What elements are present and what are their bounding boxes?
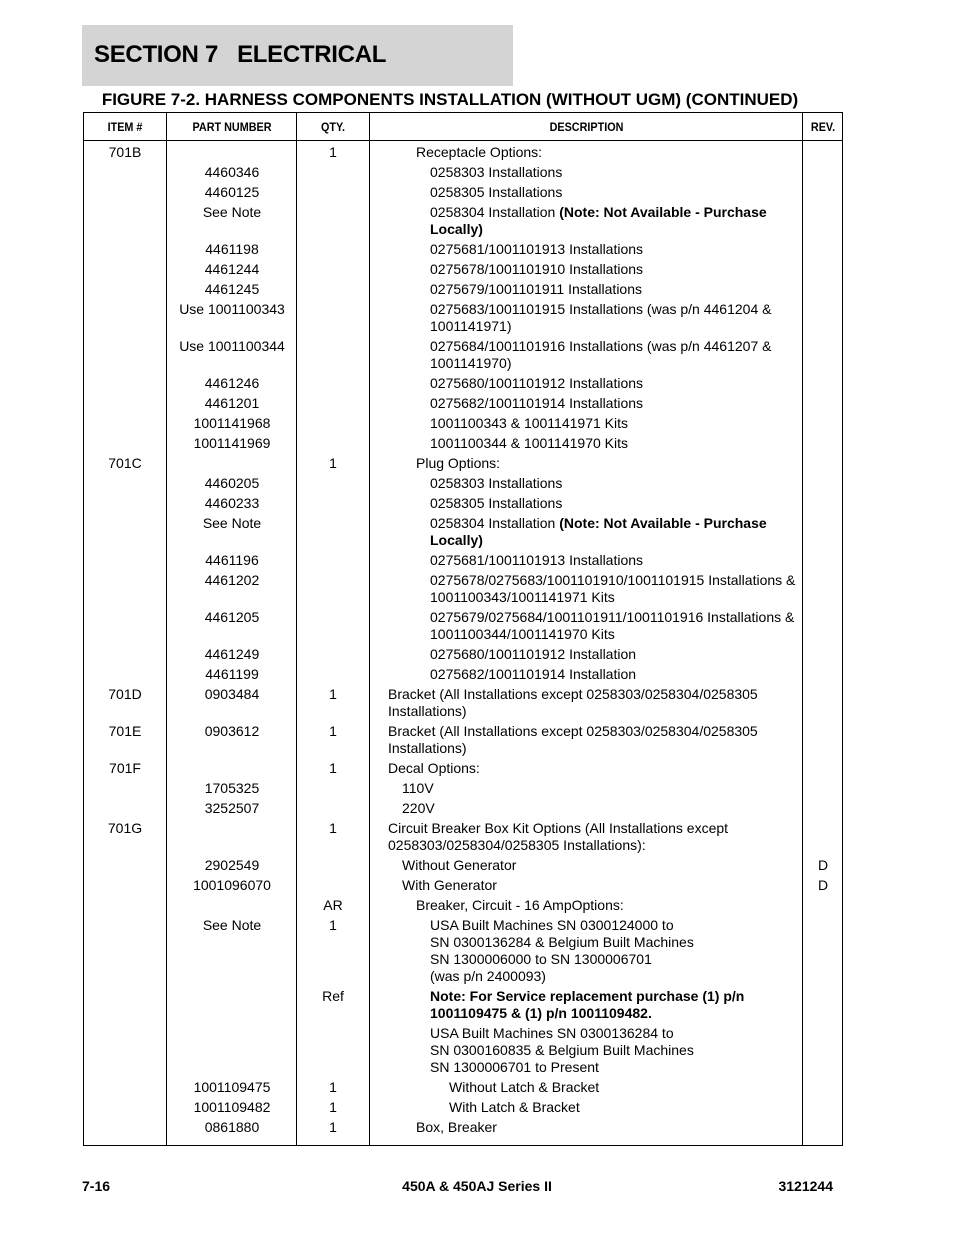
qty-cell: 1: [329, 454, 337, 471]
table-row: [84, 607, 842, 644]
header-item: ITEM #: [107, 120, 143, 134]
table-row: [84, 336, 842, 373]
description-cell: [370, 164, 803, 181]
rev-cell: D: [817, 876, 829, 893]
description-cell: [370, 820, 803, 854]
qty-cell: 1: [329, 143, 337, 160]
table-row: [84, 818, 842, 855]
table-row: [84, 299, 842, 336]
table-row: [84, 202, 842, 239]
part-number-cell: 4461246: [204, 374, 260, 391]
description-text: 0258305 Installations: [430, 183, 563, 200]
description-cell: [370, 475, 803, 492]
table-row: [84, 1117, 842, 1137]
section-banner: [82, 25, 513, 86]
description-cell: [370, 723, 803, 757]
part-number-cell: 4460125: [204, 183, 260, 200]
part-number-cell: 4460346: [204, 163, 260, 180]
table-row: [84, 433, 842, 453]
table-row: [84, 1023, 842, 1077]
table-row: [84, 550, 842, 570]
part-number-cell: 1001109475: [193, 1078, 271, 1095]
item-cell: 701F: [109, 759, 141, 776]
table-row: [84, 259, 842, 279]
description-cell: [370, 1099, 803, 1116]
description-text: 220V: [402, 799, 435, 816]
qty-cell: Ref: [322, 987, 344, 1004]
description-text: Without Latch & Bracket: [449, 1078, 600, 1095]
part-number-cell: 2902549: [204, 856, 260, 873]
part-number-cell: 4461245: [204, 280, 260, 297]
description-text: 0275681/1001101913 Installations: [430, 551, 644, 568]
table-row: [84, 721, 842, 758]
description-text: 0258303 Installations: [430, 163, 563, 180]
description-cell: [370, 897, 803, 914]
qty-cell: 1: [329, 819, 337, 836]
description-note: (Note: Not Available - Purchase Locally): [430, 203, 767, 237]
item-cell: 701E: [108, 722, 142, 739]
description-cell: [370, 988, 803, 1022]
part-number-cell: 1705325: [204, 779, 260, 796]
part-number-cell: 1001141969: [193, 434, 271, 451]
part-number-cell: Use 1001100344: [179, 337, 285, 354]
qty-cell: 1: [329, 759, 337, 776]
table-row: [84, 895, 842, 915]
description-text: 0258304 Installation: [430, 203, 560, 220]
description-text: 0275681/1001101913 Installations: [430, 240, 644, 257]
description-text: Plug Options:: [416, 454, 501, 471]
description-text: Bracket (All Installations except 0258303/0258304/0258305 Installations): [388, 685, 758, 719]
part-number-cell: See Note: [202, 203, 262, 220]
table-body: [84, 141, 842, 1137]
description-cell: [370, 800, 803, 817]
qty-cell: 1: [329, 1118, 337, 1135]
description-text: With Latch & Bracket: [449, 1098, 580, 1115]
part-number-cell: 4461199: [205, 665, 259, 682]
part-number-cell: 3252507: [204, 799, 260, 816]
rev-cell: D: [817, 856, 829, 873]
description-cell: [370, 241, 803, 258]
description-cell: [370, 917, 803, 985]
part-number-cell: 4461198: [205, 240, 259, 257]
table-row: [84, 664, 842, 684]
part-number-cell: 4461205: [204, 608, 260, 625]
part-number-cell: See Note: [202, 514, 262, 531]
part-number-cell: 4460233: [204, 494, 260, 511]
description-cell: [370, 1119, 803, 1136]
description-text: 0258305 Installations: [430, 494, 563, 511]
part-number-cell: 1001109482: [193, 1098, 271, 1115]
item-cell: 701C: [108, 454, 142, 471]
description-text: 0275682/1001101914 Installations: [430, 394, 644, 411]
table-row: [84, 855, 842, 875]
description-cell: [370, 395, 803, 412]
part-number-cell: 4461196: [205, 551, 259, 568]
header-part-number: PART NUMBER: [192, 120, 272, 134]
description-cell: [370, 780, 803, 797]
part-number-cell: 4461244: [204, 260, 260, 277]
description-cell: [370, 144, 803, 161]
description-cell: [370, 261, 803, 278]
item-cell: 701D: [108, 685, 142, 702]
footer-doc-number: 3121244: [778, 1178, 833, 1194]
header-rev: REV.: [810, 120, 836, 134]
part-number-cell: 4460205: [204, 474, 260, 491]
description-cell: [370, 415, 803, 432]
table-row: [84, 986, 842, 1023]
description-cell: [370, 495, 803, 512]
description-text: Circuit Breaker Box Kit Options (All Installations except 0258303/0258304/0258305 Installations):: [388, 819, 729, 853]
description-text: Breaker, Circuit - 16 AmpOptions:: [416, 896, 624, 913]
description-text: Receptacle Options:: [416, 143, 543, 160]
description-cell: [370, 666, 803, 683]
description-cell: [370, 184, 803, 201]
description-text: 0275683/1001101915 Installations (was p/n 4461204 & 1001141971): [430, 300, 772, 334]
table-row: [84, 758, 842, 778]
description-note: Note: For Service replacement purchase (1) p/n 1001109475 & (1) p/n 1001109482.: [430, 987, 745, 1021]
table-row: [84, 473, 842, 493]
table-row: [84, 513, 842, 550]
description-cell: [370, 877, 803, 894]
part-number-cell: 1001096070: [193, 876, 271, 893]
description-text: 0275682/1001101914 Installation: [430, 665, 637, 682]
header-qty: QTY.: [320, 120, 345, 134]
table-row: [84, 373, 842, 393]
table-row: [84, 915, 842, 986]
description-text: Bracket (All Installations except 0258303/0258304/0258305 Installations): [388, 722, 758, 756]
part-number-cell: 4461202: [204, 571, 260, 588]
table-header: [84, 113, 842, 141]
header-description: DESCRIPTION: [549, 120, 624, 134]
description-cell: [370, 686, 803, 720]
description-cell: [370, 857, 803, 874]
part-number-cell: Use 1001100343: [179, 300, 285, 317]
part-number-cell: 4461201: [204, 394, 260, 411]
table-row: [84, 453, 842, 473]
description-cell: [370, 338, 803, 372]
qty-cell: 1: [329, 722, 337, 739]
description-text: 0275680/1001101912 Installation: [430, 645, 637, 662]
part-number-cell: 0903484: [204, 685, 260, 702]
footer-page-number: 7-16: [82, 1178, 111, 1194]
part-number-cell: See Note: [202, 916, 262, 933]
description-text: 0275679/0275684/1001101911/1001101916 Installations & 1001100344/1001141970 Kits: [430, 608, 795, 642]
description-text: USA Built Machines SN 0300124000 to SN 0300136284 & Belgium Built Machines SN 1300006000 to SN 1300006701 (was p/n 2400093): [430, 916, 694, 984]
description-cell: [370, 204, 803, 238]
description-note: (Note: Not Available - Purchase Locally): [430, 514, 767, 548]
description-cell: [370, 375, 803, 392]
qty-cell: AR: [323, 896, 343, 913]
description-text: Box, Breaker: [416, 1118, 497, 1135]
description-text: USA Built Machines SN 0300136284 to SN 0300160835 & Belgium Built Machines SN 1300006701 to Present: [430, 1024, 694, 1075]
table-row: [84, 413, 842, 433]
table-row: [84, 493, 842, 513]
description-cell: [370, 281, 803, 298]
table-row: [84, 142, 842, 162]
part-number-cell: 0903612: [204, 722, 260, 739]
table-row: [84, 684, 842, 721]
description-text: 110V: [402, 779, 434, 796]
description-text: With Generator: [402, 876, 497, 893]
qty-cell: 1: [329, 916, 337, 933]
table-row: [84, 1077, 842, 1097]
table-row: [84, 644, 842, 664]
qty-cell: 1: [329, 1078, 337, 1095]
description-text: Decal Options:: [388, 759, 480, 776]
description-cell: [370, 760, 803, 777]
table-row: [84, 239, 842, 259]
description-text: 0275678/0275683/1001101910/1001101915 Installations & 1001100343/1001141971 Kits: [430, 571, 796, 605]
table-row: [84, 182, 842, 202]
description-cell: [370, 572, 803, 606]
description-cell: [370, 1025, 803, 1076]
description-cell: [370, 552, 803, 569]
description-cell: [370, 1079, 803, 1096]
description-text: 1001100343 & 1001141971 Kits: [430, 414, 628, 431]
description-text: 1001100344 & 1001141970 Kits: [430, 434, 628, 451]
item-cell: 701G: [107, 819, 143, 836]
description-cell: [370, 515, 803, 549]
description-text: 0275684/1001101916 Installations (was p/n 4461207 & 1001141970): [430, 337, 772, 371]
description-text: 0258303 Installations: [430, 474, 563, 491]
footer-model: 450A & 450AJ Series II: [402, 1178, 552, 1194]
qty-cell: 1: [329, 685, 337, 702]
parts-table: [83, 112, 843, 1146]
figure-title: FIGURE 7-2. HARNESS COMPONENTS INSTALLATION (WITHOUT UGM) (CONTINUED): [101, 90, 799, 109]
table-row: [84, 162, 842, 182]
description-cell: [370, 435, 803, 452]
table-row: [84, 570, 842, 607]
part-number-cell: 4461249: [204, 645, 260, 662]
part-number-cell: 1001141968: [193, 414, 271, 431]
description-cell: [370, 455, 803, 472]
description-cell: [370, 609, 803, 643]
description-cell: [370, 646, 803, 663]
table-row: [84, 1097, 842, 1117]
item-cell: 701B: [108, 143, 142, 160]
description-text: Without Generator: [402, 856, 517, 873]
description-text: 0275678/1001101910 Installations: [430, 260, 644, 277]
qty-cell: 1: [329, 1098, 337, 1115]
section-title: SECTION 7 ELECTRICAL: [94, 41, 387, 68]
table-row: [84, 875, 842, 895]
table-row: [84, 798, 842, 818]
table-row: [84, 393, 842, 413]
description-text: 0258304 Installation: [430, 514, 560, 531]
description-text: 0275679/1001101911 Installations: [430, 280, 642, 297]
table-row: [84, 778, 842, 798]
part-number-cell: 0861880: [204, 1118, 260, 1135]
description-text: 0275680/1001101912 Installations: [430, 374, 644, 391]
description-cell: [370, 301, 803, 335]
table-row: [84, 279, 842, 299]
